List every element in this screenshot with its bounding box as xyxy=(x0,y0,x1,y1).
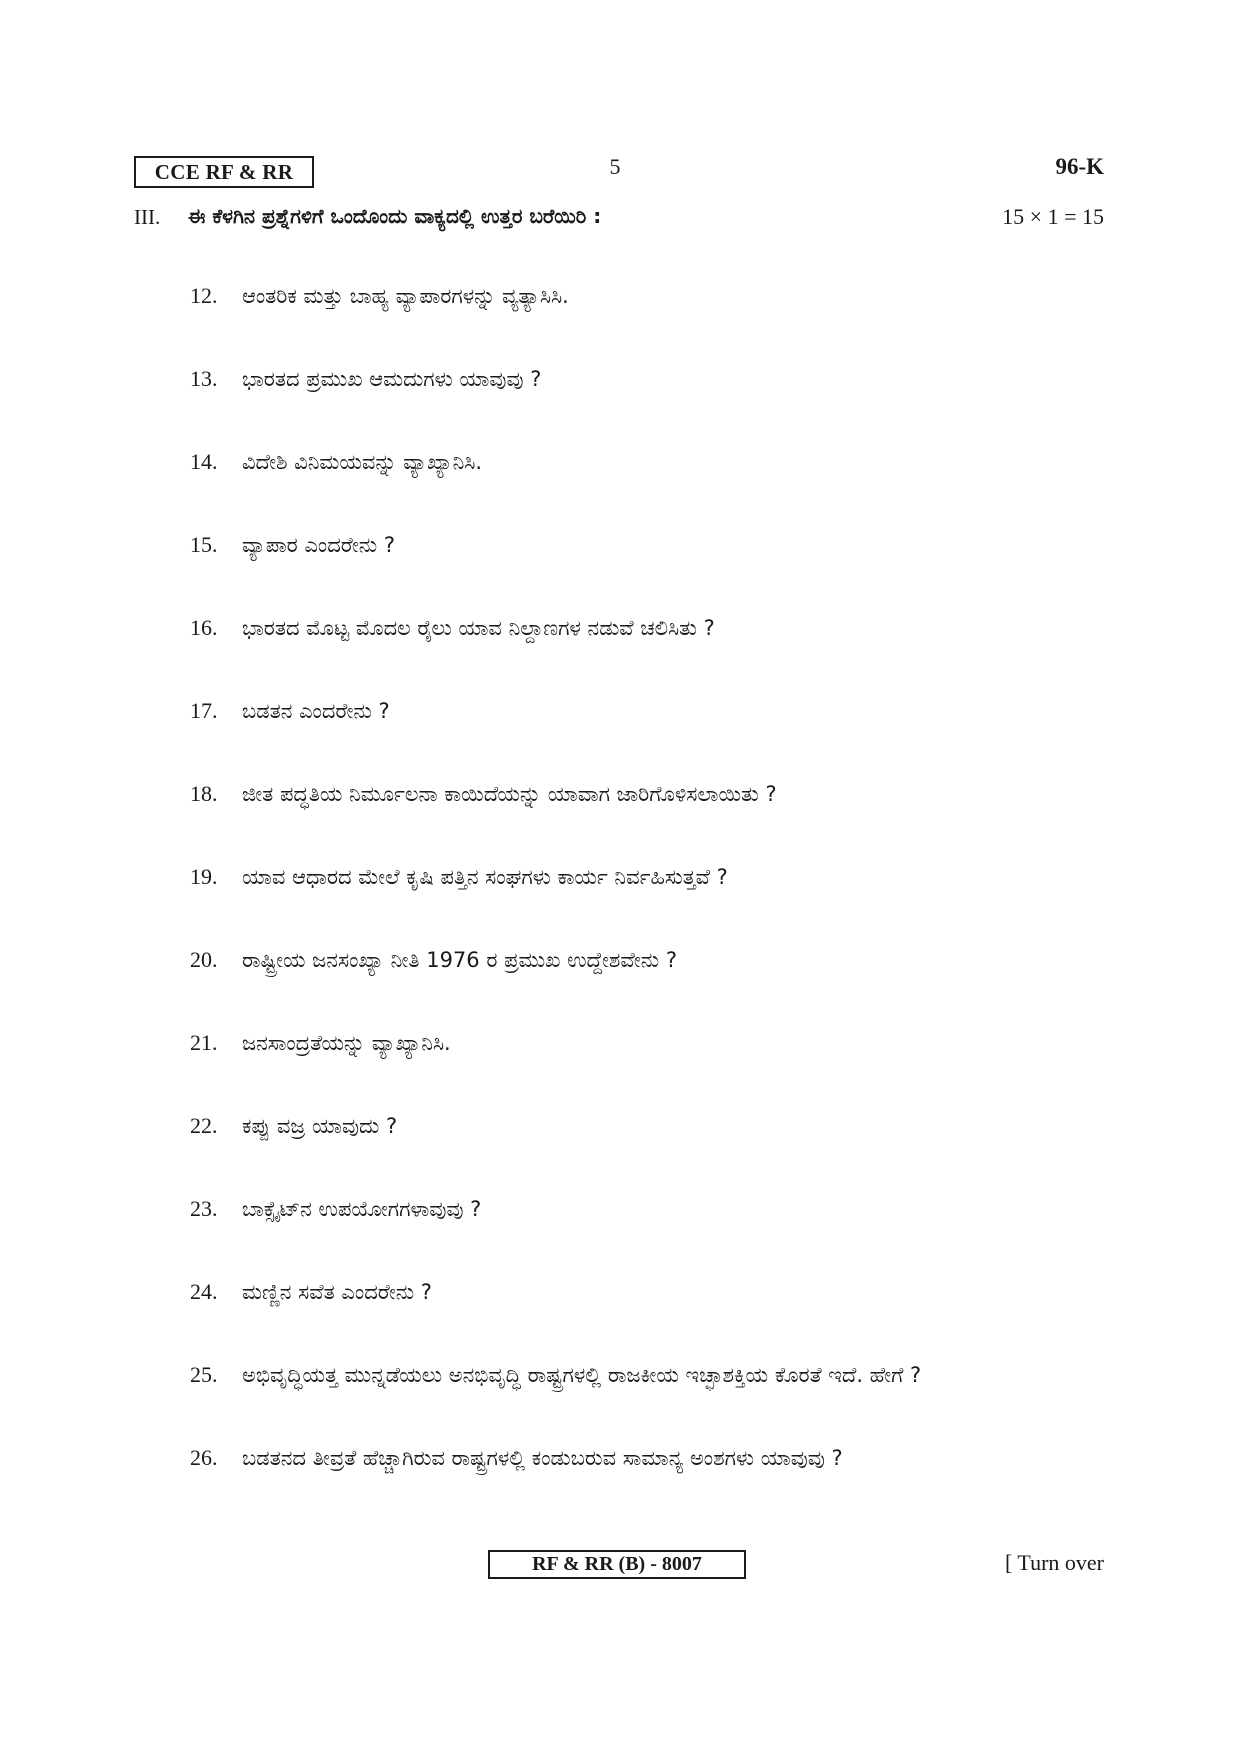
header-code-box: CCE RF & RR xyxy=(134,156,314,188)
question-text: ಮಣ್ಣಿನ ಸವೆತ ಎಂದರೇನು ? xyxy=(242,1280,432,1304)
question-number: 12. xyxy=(190,283,218,308)
question-text: ವ್ಯಾಪಾರ ಎಂದರೇನು ? xyxy=(242,533,395,557)
question-text: ಬಡತನದ ತೀವ್ರತೆ ಹೆಚ್ಚಾಗಿರುವ ರಾಷ್ಟ್ರಗಳಲ್ಲಿ ಕಂಡುಬರುವ ಸಾಮಾನ್ಯ ಅಂಶಗಳು ಯಾವುವು ? xyxy=(242,1446,843,1470)
question-number: 19. xyxy=(190,864,218,889)
question-number: 20. xyxy=(190,947,218,972)
question-21 xyxy=(190,1025,1105,1061)
question-number: 25. xyxy=(190,1362,218,1387)
question-12 xyxy=(190,278,1105,314)
question-list xyxy=(190,278,1105,1523)
question-number: 13. xyxy=(190,366,218,391)
section-number: III. xyxy=(134,205,161,229)
question-19 xyxy=(190,859,1105,895)
question-text: ಆಂತರಿಕ ಮತ್ತು ಬಾಹ್ಯ ವ್ಯಾಪಾರಗಳನ್ನು ವ್ಯತ್ಯಾಸಿಸಿ. xyxy=(242,284,569,308)
question-14 xyxy=(190,444,1105,480)
question-23 xyxy=(190,1191,1105,1227)
question-number: 26. xyxy=(190,1445,218,1470)
question-number: 24. xyxy=(190,1279,218,1304)
question-text: ರಾಷ್ಟ್ರೀಯ ಜನಸಂಖ್ಯಾ ನೀತಿ 1976 ರ ಪ್ರಮುಖ ಉದ್ದೇಶವೇನು ? xyxy=(242,948,677,972)
question-number: 21. xyxy=(190,1030,218,1055)
question-text: ಭಾರತದ ಮೊಟ್ಟ ಮೊದಲ ರೈಲು ಯಾವ ನಿಲ್ದಾಣಗಳ ನಡುವೆ ಚಲಿಸಿತು ? xyxy=(242,616,715,640)
question-25 xyxy=(190,1357,1105,1393)
question-13 xyxy=(190,361,1105,397)
question-15 xyxy=(190,527,1105,563)
question-17 xyxy=(190,693,1105,729)
page-number: 5 xyxy=(609,154,621,179)
question-text: ಬಾಕ್ಸೈಟ್‌ನ ಉಪಯೋಗಗಳಾವುವು ? xyxy=(242,1197,482,1221)
question-number: 16. xyxy=(190,615,218,640)
question-26 xyxy=(190,1440,1105,1476)
question-16 xyxy=(190,610,1105,646)
footer-code-box: RF & RR (B) - 8007 xyxy=(488,1550,746,1579)
question-text: ವಿದೇಶಿ ವಿನಿಮಯವನ್ನು ವ್ಯಾಖ್ಯಾನಿಸಿ. xyxy=(242,450,483,474)
section-title: ಈ ಕೆಳಗಿನ ಪ್ರಶ್ನೆಗಳಿಗೆ ಒಂದೊಂದು ವಾಕ್ಯದಲ್ಲಿ ಉತ್ತರ ಬರೆಯಿರಿ : xyxy=(188,204,602,228)
question-20 xyxy=(190,942,1105,978)
question-number: 18. xyxy=(190,781,218,806)
question-24 xyxy=(190,1274,1105,1310)
question-text: ಕಪ್ಪು ವಜ್ರ ಯಾವುದು ? xyxy=(242,1114,398,1138)
question-22 xyxy=(190,1108,1105,1144)
question-18 xyxy=(190,776,1105,812)
paper-code: 96-K xyxy=(1055,154,1104,179)
section-marks: 15 × 1 = 15 xyxy=(1002,204,1104,229)
question-number: 22. xyxy=(190,1113,218,1138)
question-number: 15. xyxy=(190,532,218,557)
turn-over-note: [ Turn over xyxy=(1004,1550,1104,1575)
question-text: ಭಾರತದ ಪ್ರಮುಖ ಆಮದುಗಳು ಯಾವುವು ? xyxy=(242,367,542,391)
question-number: 17. xyxy=(190,698,218,723)
question-text: ಅಭಿವೃದ್ಧಿಯತ್ತ ಮುನ್ನಡೆಯಲು ಅನಭಿವೃದ್ಧಿ ರಾಷ್ಟ್ರಗಳಲ್ಲಿ ರಾಜಕೀಯ ಇಚ್ಛಾಶಕ್ತಿಯ ಕೊರತೆ ಇದೆ. ಹೇಗೆ ? xyxy=(242,1363,922,1387)
question-number: 23. xyxy=(190,1196,218,1221)
question-text: ಜನಸಾಂದ್ರತೆಯನ್ನು ವ್ಯಾಖ್ಯಾನಿಸಿ. xyxy=(242,1031,451,1055)
question-number: 14. xyxy=(190,449,218,474)
question-text: ಬಡತನ ಎಂದರೇನು ? xyxy=(242,699,390,723)
question-text: ಜೀತ ಪದ್ಧತಿಯ ನಿರ್ಮೂಲನಾ ಕಾಯಿದೆಯನ್ನು ಯಾವಾಗ ಜಾರಿಗೊಳಿಸಲಾಯಿತು ? xyxy=(242,782,777,806)
question-text: ಯಾವ ಆಧಾರದ ಮೇಲೆ ಕೃಷಿ ಪತ್ತಿನ ಸಂಘಗಳು ಕಾರ್ಯ ನಿರ್ವಹಿಸುತ್ತವೆ ? xyxy=(242,865,728,889)
